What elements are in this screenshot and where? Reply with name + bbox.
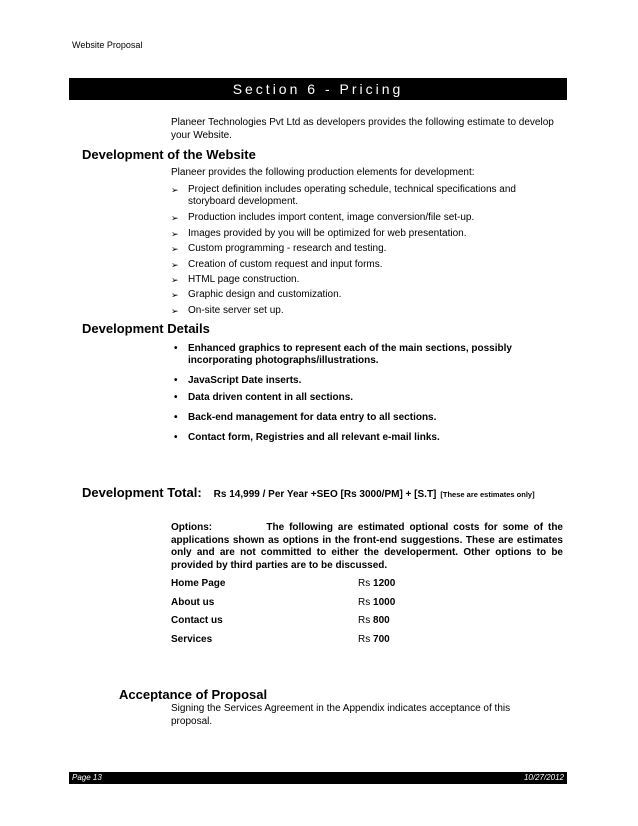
cost-item-value	[358, 578, 395, 589]
list-item	[171, 289, 551, 301]
cost-item-value	[358, 597, 395, 608]
development-heading: Development of the Website	[82, 147, 256, 162]
arrow-bullet-icon: ➢	[171, 290, 179, 300]
list-item-text: storyboard development.	[188, 196, 299, 207]
development-lead: Planeer provides the following production elements for development:	[171, 167, 475, 178]
total-note: [These are estimates only]	[440, 490, 535, 499]
list-item	[171, 259, 551, 271]
cost-item-value	[358, 634, 390, 645]
list-item	[171, 274, 551, 286]
arrow-bullet-icon: ➢	[171, 185, 179, 195]
arrow-bullet-icon: ➢	[171, 275, 179, 285]
section-title-bar: Section 6 - Pricing	[69, 78, 567, 100]
list-item-text: Data driven content in all sections.	[188, 392, 354, 403]
list-item	[171, 228, 551, 240]
bullet-dot-icon: •	[174, 343, 178, 354]
bullet-dot-icon: •	[174, 392, 178, 403]
cost-amount: 700	[373, 634, 390, 645]
list-item	[171, 184, 551, 208]
total-label: Development Total:	[82, 485, 202, 500]
bullet-dot-icon: •	[174, 375, 178, 386]
cost-amount: 1200	[373, 578, 396, 589]
page-footer	[69, 772, 567, 784]
footer-date: 10/27/2012	[523, 773, 564, 782]
arrow-bullet-icon: ➢	[171, 229, 179, 239]
acceptance-line-1: Signing the Services Agreement in the Appendix indicates acceptance of this	[171, 703, 511, 714]
list-item-text: On-site server set up.	[188, 305, 284, 316]
list-item-text: Back-end management for data entry to all sections.	[188, 412, 437, 423]
page-number: Page 13	[72, 773, 102, 782]
list-item	[171, 243, 551, 255]
acceptance-line-2: proposal.	[171, 716, 213, 727]
arrow-bullet-icon: ➢	[171, 260, 179, 270]
list-item-text: Creation of custom request and input forms.	[188, 259, 383, 270]
cost-currency: Rs	[358, 597, 371, 608]
running-header: Website Proposal	[72, 40, 143, 50]
list-item-text: Enhanced graphics to represent each of the main sections, possibly	[188, 343, 512, 354]
arrow-bullet-icon: ➢	[171, 244, 179, 254]
arrow-bullet-icon: ➢	[171, 213, 179, 223]
cost-amount: 800	[373, 615, 390, 626]
list-item-text: Contact form, Registries and all relevant e-mail links.	[188, 432, 440, 443]
intro-line-2: your Website.	[171, 130, 232, 141]
list-item	[171, 392, 541, 404]
list-item-text: HTML page construction.	[188, 274, 300, 285]
list-item	[171, 375, 541, 387]
intro-line-1: Planeer Technologies Pvt Ltd as developers provides the following estimate to develop	[171, 117, 554, 128]
list-item-text: incorporating photographs/illustrations.	[188, 355, 379, 366]
cost-item-label: Services	[171, 634, 213, 645]
list-item-text: Images provided by you will be optimized for web presentation.	[188, 228, 467, 239]
cost-item-label: Contact us	[171, 615, 223, 626]
list-item-text: JavaScript Date inserts.	[188, 375, 302, 386]
cost-currency: Rs	[358, 634, 371, 645]
details-heading: Development Details	[82, 321, 210, 336]
list-item	[171, 432, 541, 444]
list-item-text: Custom programming - research and testing.	[188, 243, 387, 254]
total-value: Rs 14,999 / Per Year +SEO [Rs 3000/PM] + [S.T]	[213, 489, 437, 500]
list-item	[171, 212, 551, 224]
list-item	[171, 343, 541, 367]
list-item-text: Graphic design and customization.	[188, 289, 342, 300]
cost-currency: Rs	[358, 578, 371, 589]
development-total	[82, 484, 535, 502]
options-text: The following are estimated optional costs for some of the applications shown as options in the front-end suggestions. These are estimates only and are not committed to either the developerment. Other options to be provided by third parties are to be discussed.	[171, 522, 563, 572]
cost-item-value	[358, 615, 390, 626]
list-item-text: Production includes import content, image conversion/file set-up.	[188, 212, 475, 223]
arrow-bullet-icon: ➢	[171, 306, 179, 316]
bullet-dot-icon: •	[174, 412, 178, 423]
options-label: Options:	[171, 522, 213, 533]
cost-item-label: About us	[171, 597, 215, 608]
acceptance-heading: Acceptance of Proposal	[119, 687, 268, 702]
cost-item-label: Home Page	[171, 578, 226, 589]
list-item-text: Project definition includes operating schedule, technical specifications and	[188, 184, 516, 195]
options-paragraph	[171, 522, 563, 573]
cost-amount: 1000	[373, 597, 396, 608]
bullet-dot-icon: •	[174, 432, 178, 443]
list-item	[171, 412, 541, 424]
cost-currency: Rs	[358, 615, 371, 626]
list-item	[171, 305, 551, 317]
